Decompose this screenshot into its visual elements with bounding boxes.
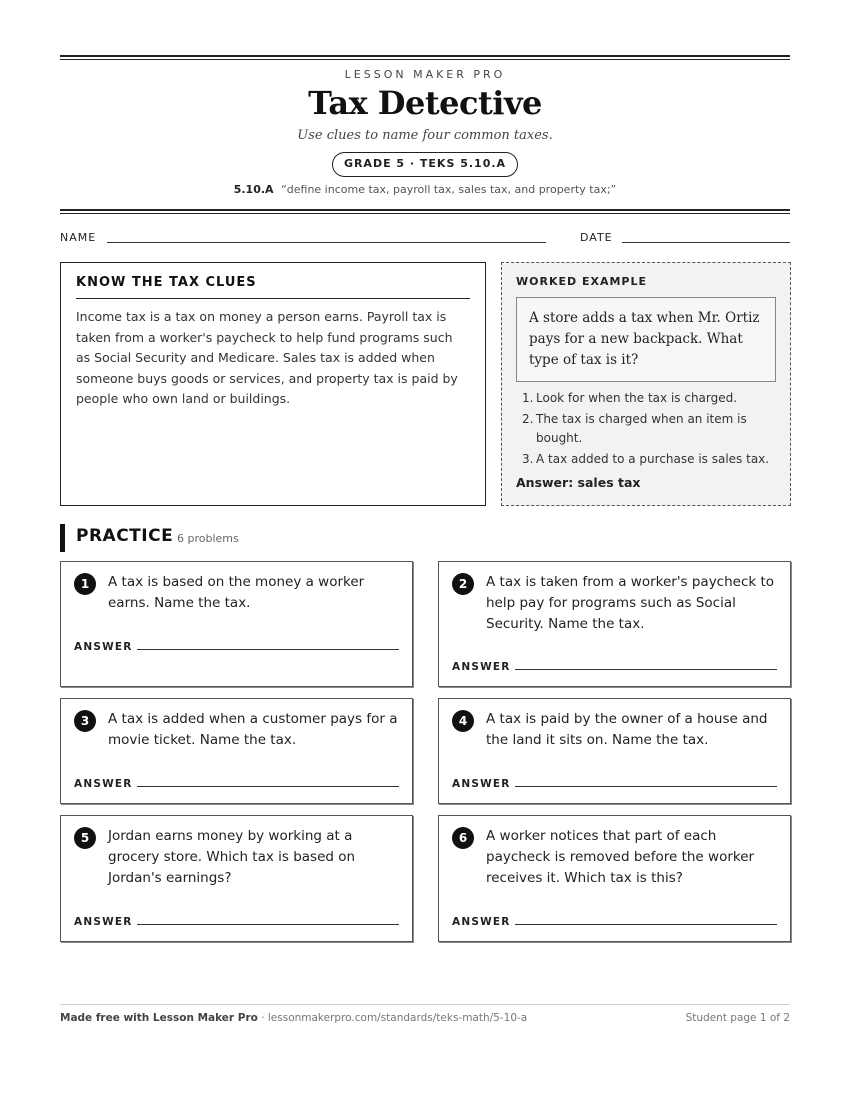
date-field[interactable]: [622, 242, 790, 243]
tax-clues-title: KNOW THE TAX CLUES: [76, 275, 470, 299]
answer-field[interactable]: [137, 786, 399, 787]
problem-number-badge: 1: [74, 573, 96, 595]
practice-title: PRACTICE: [76, 526, 174, 546]
page-subtitle: Use clues to name four common taxes.: [297, 128, 553, 143]
answer-field[interactable]: [515, 786, 777, 787]
practice-problem-4: [438, 698, 791, 804]
problem-text: A tax is added when a customer pays for a movie ticket. Name the tax.: [108, 711, 398, 748]
practice-problem-6: [438, 815, 791, 942]
worked-example-step: 1. Look for when the tax is charged.: [522, 391, 738, 405]
answer-label: ANSWER: [74, 916, 133, 928]
answer-field[interactable]: [137, 649, 399, 650]
worked-example-step: 3. A tax added to a purchase is sales tax.: [522, 452, 770, 466]
answer-label: ANSWER: [452, 916, 511, 928]
worked-example-steps: [516, 389, 776, 469]
standard-text: “define income tax, payroll tax, sales tax, and property tax;”: [281, 183, 617, 196]
footer-url[interactable]: · lessonmakerpro.com/standards/teks-math/5-10-a: [257, 1012, 528, 1024]
standard-line: [0, 183, 850, 196]
answer-label: ANSWER: [452, 661, 511, 673]
header-bottom-rule: [60, 209, 790, 214]
page-title: Tax Detective: [308, 84, 542, 122]
answer-label: ANSWER: [74, 641, 133, 653]
footer-rule: [60, 1004, 790, 1005]
practice-count: 6 problems: [177, 532, 239, 545]
problem-text: A worker notices that part of each paycheck is removed before the worker receives it. Which tax is this?: [486, 828, 755, 886]
worked-example-answer: Answer: sales tax: [516, 475, 641, 490]
problem-text: A tax is taken from a worker's paycheck to help pay for programs such as Social Security. Name the tax.: [486, 574, 775, 632]
problem-text: A tax is based on the money a worker earns. Name the tax.: [108, 574, 365, 611]
answer-field[interactable]: [515, 924, 777, 925]
worked-example-step: 2. The tax is charged when an item is bought.: [522, 412, 747, 445]
problem-number-badge: 4: [452, 710, 474, 732]
worked-example-problem: A store adds a tax when Mr. Ortiz pays for a new backpack. What type of tax is it?: [516, 297, 776, 382]
practice-problem-2: [438, 561, 791, 687]
practice-problem-5: [60, 815, 413, 942]
practice-problem-3: [60, 698, 413, 804]
answer-field[interactable]: [515, 669, 777, 670]
name-label: NAME: [60, 231, 97, 244]
answer-label: ANSWER: [74, 778, 133, 790]
worked-example-box: [501, 262, 791, 506]
problem-number-badge: 3: [74, 710, 96, 732]
problem-number-badge: 2: [452, 573, 474, 595]
name-field[interactable]: [107, 242, 546, 243]
problem-number-badge: 6: [452, 827, 474, 849]
standard-code: 5.10.A: [233, 183, 274, 196]
practice-accent-bar: [60, 524, 65, 552]
problem-number-badge: 5: [74, 827, 96, 849]
grade-badge: GRADE 5 · TEKS 5.10.A: [332, 152, 518, 177]
footer-page-number: Student page 1 of 2: [685, 1012, 790, 1024]
practice-problem-1: [60, 561, 413, 687]
answer-field[interactable]: [137, 924, 399, 925]
problem-text: A tax is paid by the owner of a house and the land it sits on. Name the tax.: [486, 711, 768, 748]
header-top-rule: [60, 55, 790, 60]
date-label: DATE: [580, 231, 613, 244]
worked-example-title: WORKED EXAMPLE: [516, 275, 647, 288]
footer-credit: [60, 1012, 527, 1024]
answer-label: ANSWER: [452, 778, 511, 790]
brand-name: LESSON MAKER PRO: [344, 68, 506, 81]
problem-text: Jordan earns money by working at a grocery store. Which tax is based on Jordan's earnings?: [108, 828, 356, 886]
tax-clues-body: Income tax is a tax on money a person earns. Payroll tax is taken from a worker's paycheck to help fund programs such as Social Security and Medicare. Sales tax is added when someone buys goods or services, and property tax is paid by people who own land or buildings.: [76, 309, 458, 406]
footer-made-with: Made free with Lesson Maker Pro: [60, 1012, 258, 1024]
tax-clues-box: [60, 262, 486, 506]
